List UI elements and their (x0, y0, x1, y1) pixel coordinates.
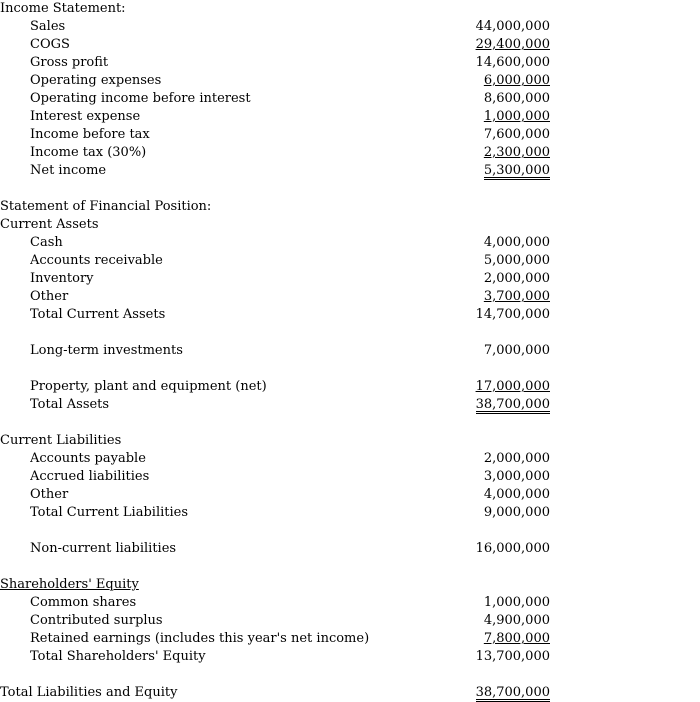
row-label: Gross profit (30, 55, 109, 70)
row-label: Other (30, 487, 69, 502)
income-statement-heading: Income Statement: (0, 1, 126, 16)
row-value: 2,000,000 (483, 271, 550, 286)
row-label: Income before tax (30, 127, 150, 142)
row-label: Accounts payable (30, 451, 146, 466)
row-label: Income tax (30%) (30, 145, 147, 160)
row-value: 2,300,000 (483, 145, 550, 160)
non-current-liabilities-row (0, 540, 700, 558)
row-label: Other (30, 289, 69, 304)
row-value: 9,000,000 (483, 505, 550, 520)
spacer (0, 414, 700, 432)
row-value: 6,000,000 (483, 73, 550, 88)
inventory-row (0, 270, 700, 288)
cogs-row (0, 36, 700, 54)
row-value: 4,900,000 (483, 613, 550, 628)
income-before-tax-row (0, 126, 700, 144)
row-value: 5,300,000 (483, 163, 550, 178)
row-value: 7,000,000 (483, 343, 550, 358)
current-liabilities-heading: Current Liabilities (0, 433, 122, 448)
long-term-investments-row (0, 342, 700, 360)
row-label: Total Liabilities and Equity (0, 685, 178, 700)
income-tax-row (0, 144, 700, 162)
accounts-payable-row (0, 450, 700, 468)
gross-profit-row (0, 54, 700, 72)
spacer (0, 360, 700, 378)
interest-expense-row (0, 108, 700, 126)
row-label: Total Assets (30, 397, 110, 412)
row-value: 8,600,000 (483, 91, 550, 106)
row-label: Common shares (30, 595, 137, 610)
row-value: 1,000,000 (483, 109, 550, 124)
row-value: 3,700,000 (483, 289, 550, 304)
row-value: 38,700,000 (475, 397, 550, 412)
row-label: Contributed surplus (30, 613, 163, 628)
total-assets-row (0, 396, 700, 414)
row-label: COGS (30, 37, 70, 52)
row-value: 38,700,000 (475, 685, 550, 700)
row-value: 5,000,000 (483, 253, 550, 268)
net-income-row (0, 162, 700, 180)
row-label: Property, plant and equipment (net) (30, 379, 267, 394)
row-label: Total Current Liabilities (30, 505, 189, 520)
total-current-assets-row (0, 306, 700, 324)
row-value: 7,800,000 (483, 631, 550, 646)
row-label: Inventory (30, 271, 94, 286)
row-value: 3,000,000 (483, 469, 550, 484)
accrued-liabilities-row (0, 468, 700, 486)
row-value: 16,000,000 (475, 541, 550, 556)
spacer (0, 522, 700, 540)
row-value: 44,000,000 (475, 19, 550, 34)
row-label: Accrued liabilities (30, 469, 150, 484)
row-label: Long-term investments (30, 343, 183, 358)
row-value: 13,700,000 (475, 649, 550, 664)
sales-row (0, 18, 700, 36)
row-label: Non-current liabilities (30, 541, 177, 556)
operating-expenses-row (0, 72, 700, 90)
row-label: Total Shareholders' Equity (30, 649, 206, 664)
current-assets-heading: Current Assets (0, 217, 99, 232)
row-label: Cash (30, 235, 63, 250)
spacer (0, 666, 700, 684)
row-value: 14,700,000 (475, 307, 550, 322)
row-value: 29,400,000 (475, 37, 550, 52)
row-label: Total Current Assets (30, 307, 166, 322)
other-liabilities-row (0, 486, 700, 504)
total-liabilities-equity-row (0, 684, 700, 702)
row-value: 4,000,000 (483, 487, 550, 502)
retained-earnings-row (0, 630, 700, 648)
total-current-liabilities-row (0, 504, 700, 522)
accounts-receivable-row (0, 252, 700, 270)
spacer (0, 324, 700, 342)
row-value: 14,600,000 (475, 55, 550, 70)
shareholders-equity-heading: Shareholders' Equity (0, 577, 139, 592)
ppe-row (0, 378, 700, 396)
row-label: Accounts receivable (30, 253, 163, 268)
row-label: Operating expenses (30, 73, 162, 88)
row-value: 1,000,000 (483, 595, 550, 610)
spacer (0, 180, 700, 198)
row-label: Interest expense (30, 109, 141, 124)
row-value: 7,600,000 (483, 127, 550, 142)
financial-position-heading: Statement of Financial Position: (0, 199, 212, 214)
cash-row (0, 234, 700, 252)
common-shares-row (0, 594, 700, 612)
total-shareholders-equity-row (0, 648, 700, 666)
row-value: 4,000,000 (483, 235, 550, 250)
spacer (0, 558, 700, 576)
row-label: Operating income before interest (30, 91, 251, 106)
contributed-surplus-row (0, 612, 700, 630)
row-value: 17,000,000 (475, 379, 550, 394)
operating-income-row (0, 90, 700, 108)
row-value: 2,000,000 (483, 451, 550, 466)
row-label: Retained earnings (includes this year's net income) (30, 631, 370, 646)
row-label: Sales (30, 19, 66, 34)
other-assets-row (0, 288, 700, 306)
row-label: Net income (30, 163, 107, 178)
